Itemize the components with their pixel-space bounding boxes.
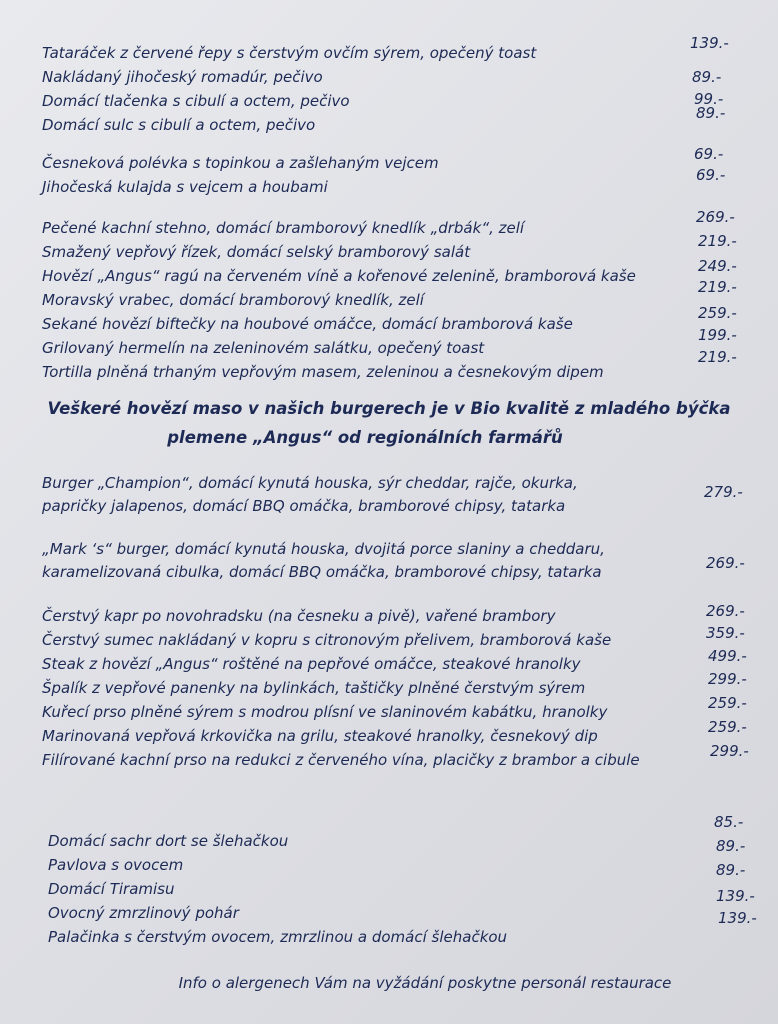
item-name: Palačinka s čerstvým ovocem, zmrzlinou a domácí šlehačkou bbox=[48, 928, 508, 946]
item-price: 269.- bbox=[706, 554, 745, 572]
menu-item bbox=[0, 90, 778, 112]
menu-item bbox=[0, 145, 778, 174]
allergen-info-footer: Info o alergenech Vám na vyžádání poskytne personál restaurace bbox=[178, 974, 672, 992]
item-name: Čerstvý kapr po novohradsku (na česneku a pivě), vařené brambory bbox=[42, 607, 556, 625]
item-price: 89.- bbox=[716, 861, 746, 879]
item-price: 299.- bbox=[708, 670, 747, 688]
item-price: 85.- bbox=[714, 813, 744, 831]
item-name-line-2: karamelizovaná cibulka, domácí BBQ omáčka, bramborové chipsy, tatarka bbox=[42, 563, 602, 581]
item-price: 219.- bbox=[698, 232, 737, 250]
menu-item bbox=[0, 624, 778, 651]
item-price: 139.- bbox=[690, 34, 729, 52]
item-price: 139.- bbox=[718, 909, 757, 927]
item-price: 269.- bbox=[706, 602, 745, 620]
menu-item bbox=[0, 278, 778, 311]
item-name: Domácí Tiramisu bbox=[48, 880, 175, 898]
burger-banner-line-2: plemene „Angus“ od regionálních farmářů bbox=[167, 428, 563, 447]
menu-item bbox=[0, 694, 778, 723]
item-name-line-1: „Mark ‘s“ burger, domácí kynutá houska, dvojitá porce slaniny a cheddaru, bbox=[42, 540, 605, 558]
item-name: Nakládaný jihočeský romadúr, pečivo bbox=[42, 68, 323, 86]
item-name: Domácí sulc s cibulí a octem, pečivo bbox=[42, 116, 316, 134]
menu-item bbox=[0, 166, 778, 198]
item-name-line-2: papričky jalapenos, domácí BBQ omáčka, bramborové chipsy, tatarka bbox=[42, 497, 566, 515]
menu-item bbox=[0, 232, 778, 263]
item-price: 359.- bbox=[706, 624, 745, 642]
item-price: 219.- bbox=[698, 278, 737, 296]
item-price: 89.- bbox=[716, 837, 746, 855]
item-price: 269.- bbox=[696, 208, 735, 226]
item-price: 499.- bbox=[708, 647, 747, 665]
item-price: 259.- bbox=[708, 718, 747, 736]
menu-item bbox=[0, 326, 778, 359]
item-price: 99.- bbox=[694, 90, 724, 108]
item-price: 89.- bbox=[696, 104, 726, 122]
item-name-line-1: Burger „Champion“, domácí kynutá houska, sýr cheddar, rajče, okurka, bbox=[42, 474, 578, 492]
menu-item bbox=[0, 602, 778, 627]
menu-item bbox=[0, 647, 778, 675]
menu-item bbox=[0, 304, 778, 335]
item-price: 219.- bbox=[698, 348, 737, 366]
item-name: Domácí sachr dort se šlehačkou bbox=[48, 832, 289, 850]
menu-item bbox=[0, 813, 778, 852]
item-name: Hovězí „Angus“ ragú na červeném víně a kořenové zelenině, bramborová kaše bbox=[42, 267, 636, 285]
menu-item bbox=[0, 208, 778, 239]
item-price: 69.- bbox=[696, 166, 726, 184]
menu-item bbox=[0, 718, 778, 747]
item-name: Marinovaná vepřová krkovička na grilu, steakové hranolky, česnekový dip bbox=[42, 727, 598, 745]
item-price: 199.- bbox=[698, 326, 737, 344]
item-price: 299.- bbox=[710, 742, 749, 760]
item-name: Moravský vrabec, domácí bramborový knedlík, zelí bbox=[42, 291, 424, 309]
item-name: Česneková polévka s topinkou a zašlehaným vejcem bbox=[42, 154, 439, 172]
menu-item bbox=[0, 472, 778, 494]
menu-item bbox=[0, 104, 778, 136]
item-name: Filírované kachní prso na redukci z červeného vína, placičky z brambor a cibule bbox=[42, 751, 640, 769]
item-price: 249.- bbox=[698, 257, 737, 275]
menu-item bbox=[0, 742, 778, 771]
item-name: Pečené kachní stehno, domácí bramborový knedlík „drbák“, zelí bbox=[42, 219, 525, 237]
item-price: 89.- bbox=[692, 68, 722, 86]
item-name: Kuřecí prso plněné sýrem s modrou plísní ve slaninovém kabátku, hranolky bbox=[42, 703, 608, 721]
item-name: Sekané hovězí biftečky na houbové omáčce, domácí bramborová kaše bbox=[42, 315, 573, 333]
item-name: Špalík z vepřové panenky na bylinkách, taštičky plněné čerstvým sýrem bbox=[42, 679, 586, 697]
item-name: Tortilla plněná trhaným vepřovým masem, zeleninou a česnekovým dipem bbox=[42, 363, 604, 381]
item-name: Jihočeská kulajda s vejcem a houbami bbox=[42, 178, 328, 196]
item-name: Ovocný zmrzlinový pohár bbox=[48, 904, 239, 922]
item-name: Pavlova s ovocem bbox=[48, 856, 184, 874]
menu-item bbox=[0, 34, 778, 64]
menu-item bbox=[0, 670, 778, 699]
menu-item bbox=[0, 538, 778, 560]
item-name: Smažený vepřový řízek, domácí selský bramborový salát bbox=[42, 243, 471, 261]
item-price: 279.- bbox=[704, 483, 743, 501]
item-name: Čerstvý sumec nakládaný v kopru s citronovým přelivem, bramborová kaše bbox=[42, 631, 612, 649]
menu-item bbox=[0, 257, 778, 287]
item-name: Domácí tlačenka s cibulí a octem, pečivo bbox=[42, 92, 350, 110]
item-name: Steak z hovězí „Angus“ roštěné na pepřové omáčce, steakové hranolky bbox=[42, 655, 581, 673]
menu-item bbox=[0, 66, 778, 88]
item-name: Grilovaný hermelín na zeleninovém salátku, opečený toast bbox=[42, 339, 485, 357]
item-price: 69.- bbox=[694, 145, 724, 163]
burger-banner-line-1: Veškeré hovězí maso v našich burgerech je v Bio kvalitě z mladého býčka bbox=[47, 399, 731, 418]
item-name: Tataráček z červené řepy s čerstvým ovčím sýrem, opečený toast bbox=[42, 44, 537, 62]
item-price: 139.- bbox=[716, 887, 755, 905]
menu-item bbox=[0, 554, 778, 583]
item-price: 259.- bbox=[698, 304, 737, 322]
item-price: 259.- bbox=[708, 694, 747, 712]
